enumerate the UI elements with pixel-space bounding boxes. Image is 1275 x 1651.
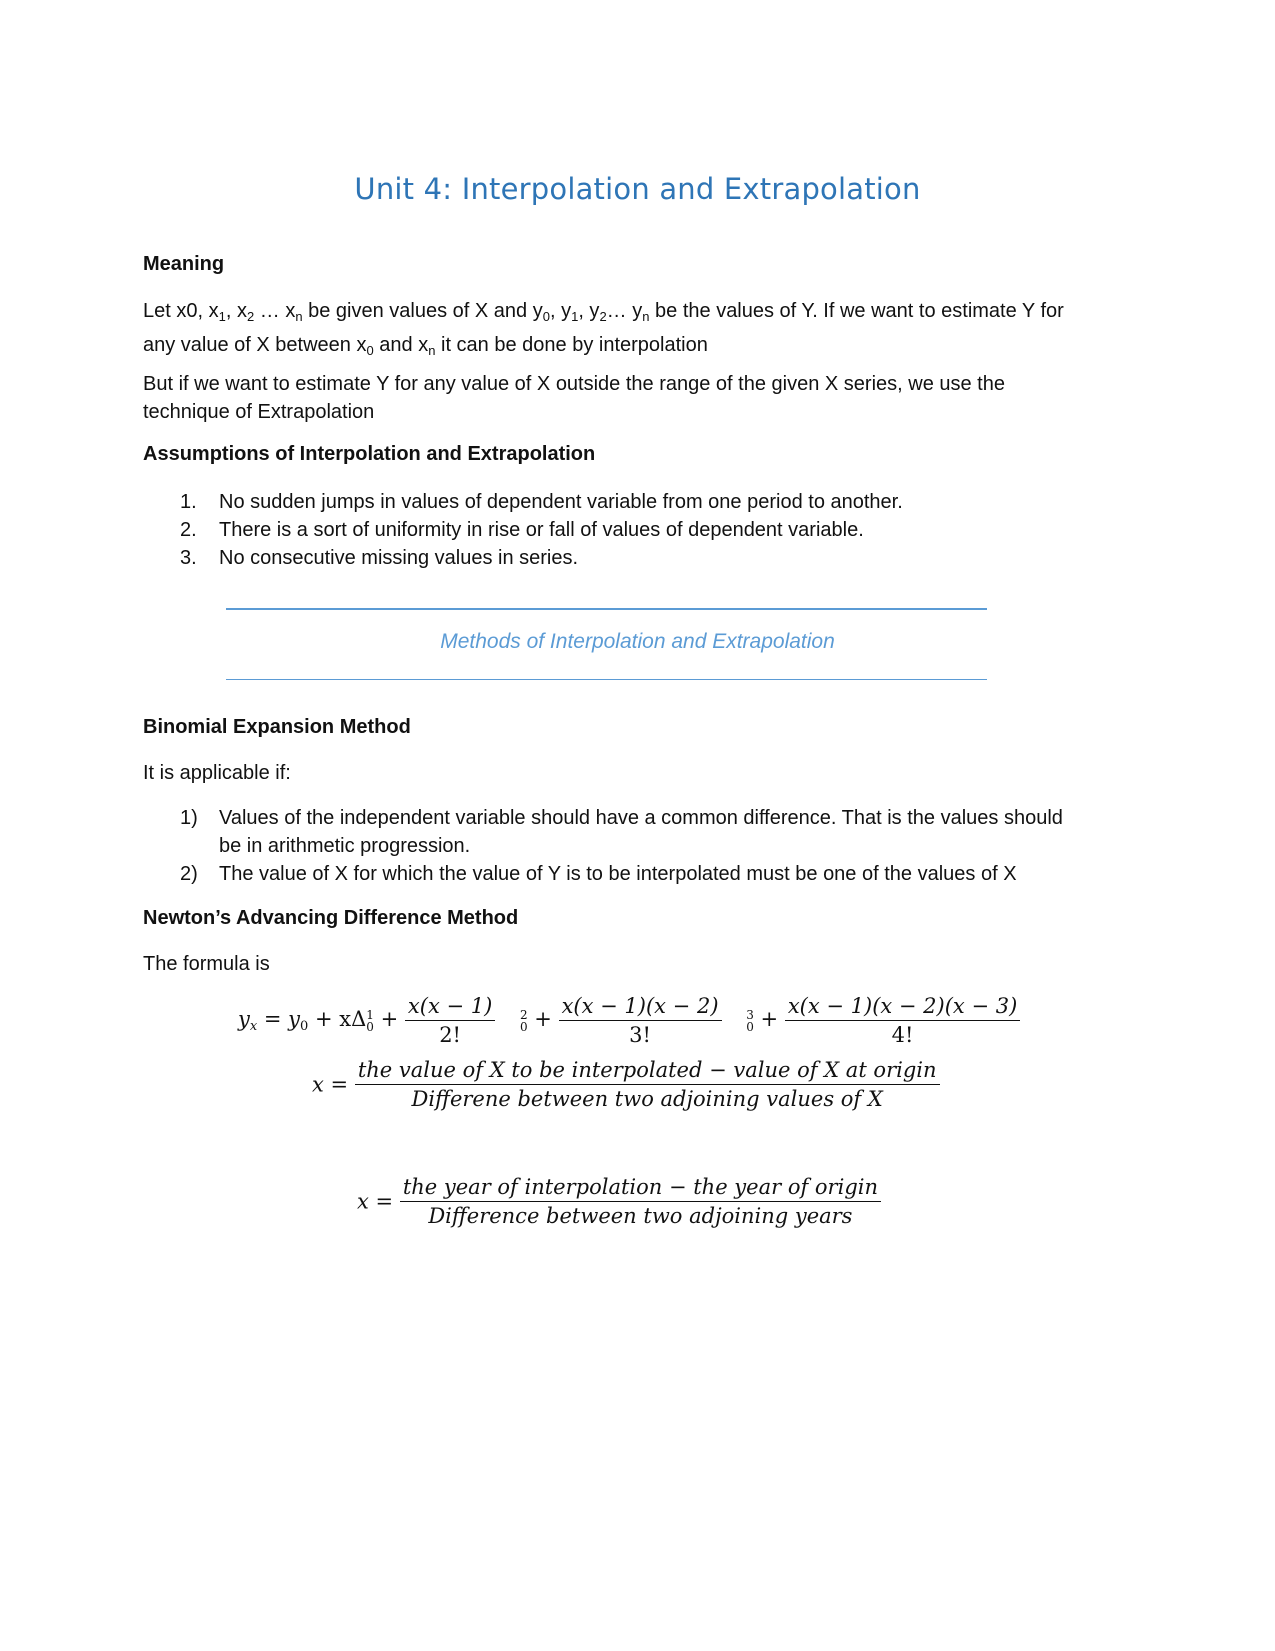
- list-item: 1. No sudden jumps in values of dependent variable from one period to another.: [180, 491, 903, 513]
- list-item: 3. No consecutive missing values in series.: [180, 547, 579, 569]
- meaning-line-1: Let x0, $x_1$, $x_2$ … $x_n$ be given values of X and $y_0$, $y_1$, $y_2\dots$ $y_n$ be the values of Y. If we want to estimate Y for: [143, 300, 1064, 324]
- binomial-list: [143, 804, 1143, 888]
- binomial-heading: Binomial Expansion Method: [143, 716, 411, 738]
- assumptions-heading: Assumptions of Interpolation and Extrapolation: [143, 443, 596, 465]
- fraction-term-2: $\frac{x(x - 1)}{2!}$: [405, 994, 495, 1047]
- meaning-paragraph-1: [143, 297, 1143, 365]
- meaning-heading: Meaning: [143, 253, 225, 275]
- fraction-term-3: $\frac{x(x - 1)(x - 2)}{3!}$: [559, 994, 722, 1047]
- assumptions-list: [143, 488, 1143, 572]
- newton-formula: $y_x = y_0 + x\Delta$ 1 0 + $\frac{x(x - 1)}{2!}$ 2 0 + $\frac{x(x - 1)(x - 2)}{3!}$ 3 0 + $\frac{x(x - 1)(x - 2)(x - 3)}{4!}$: [238, 994, 1020, 1047]
- page-title: Unit 4: Interpolation and Extrapolation: [354, 172, 921, 206]
- newton-heading: Newton’s Advancing Difference Method: [143, 907, 519, 929]
- list-item: 1) Values of the independent variable should have a common difference. That is the values should be in arithmetic progression.: [180, 807, 1063, 857]
- fraction-term-4: $\frac{x(x - 1)(x - 2)(x - 3)}{4!}$: [785, 994, 1020, 1047]
- quote-top-rule: [226, 608, 987, 610]
- meaning-line-2: any value of X between $x_0$ and $x_n$ it can be done by interpolation: [143, 334, 708, 358]
- x-formula-years: x = $\frac{\text{the year of interpolation − the year of origin}}{\text{Difference between two adjoining years}}$: [357, 1175, 881, 1228]
- quote-bottom-rule: [226, 679, 987, 680]
- meaning-p2-line-1: But if we want to estimate Y for any value of X outside the range of the given X series, we use the: [143, 373, 1005, 395]
- meaning-paragraph-2: [143, 370, 1143, 426]
- meaning-p2-line-2: technique of Extrapolation: [143, 401, 375, 423]
- methods-quote: Methods of Interpolation and Extrapolation: [440, 630, 835, 653]
- binomial-intro: It is applicable if:: [143, 762, 291, 784]
- newton-intro: The formula is: [143, 953, 270, 975]
- list-item: 2) The value of X for which the value of Y is to be interpolated must be one of the values of X: [180, 863, 1017, 885]
- x-formula-values: x = $\frac{\text{the value of X to be interpolated − value of X at origin}}{\text{Differene between two adjoining values of X}}$: [312, 1058, 940, 1111]
- list-item: 2. There is a sort of uniformity in rise or fall of values of dependent variable.: [180, 519, 864, 541]
